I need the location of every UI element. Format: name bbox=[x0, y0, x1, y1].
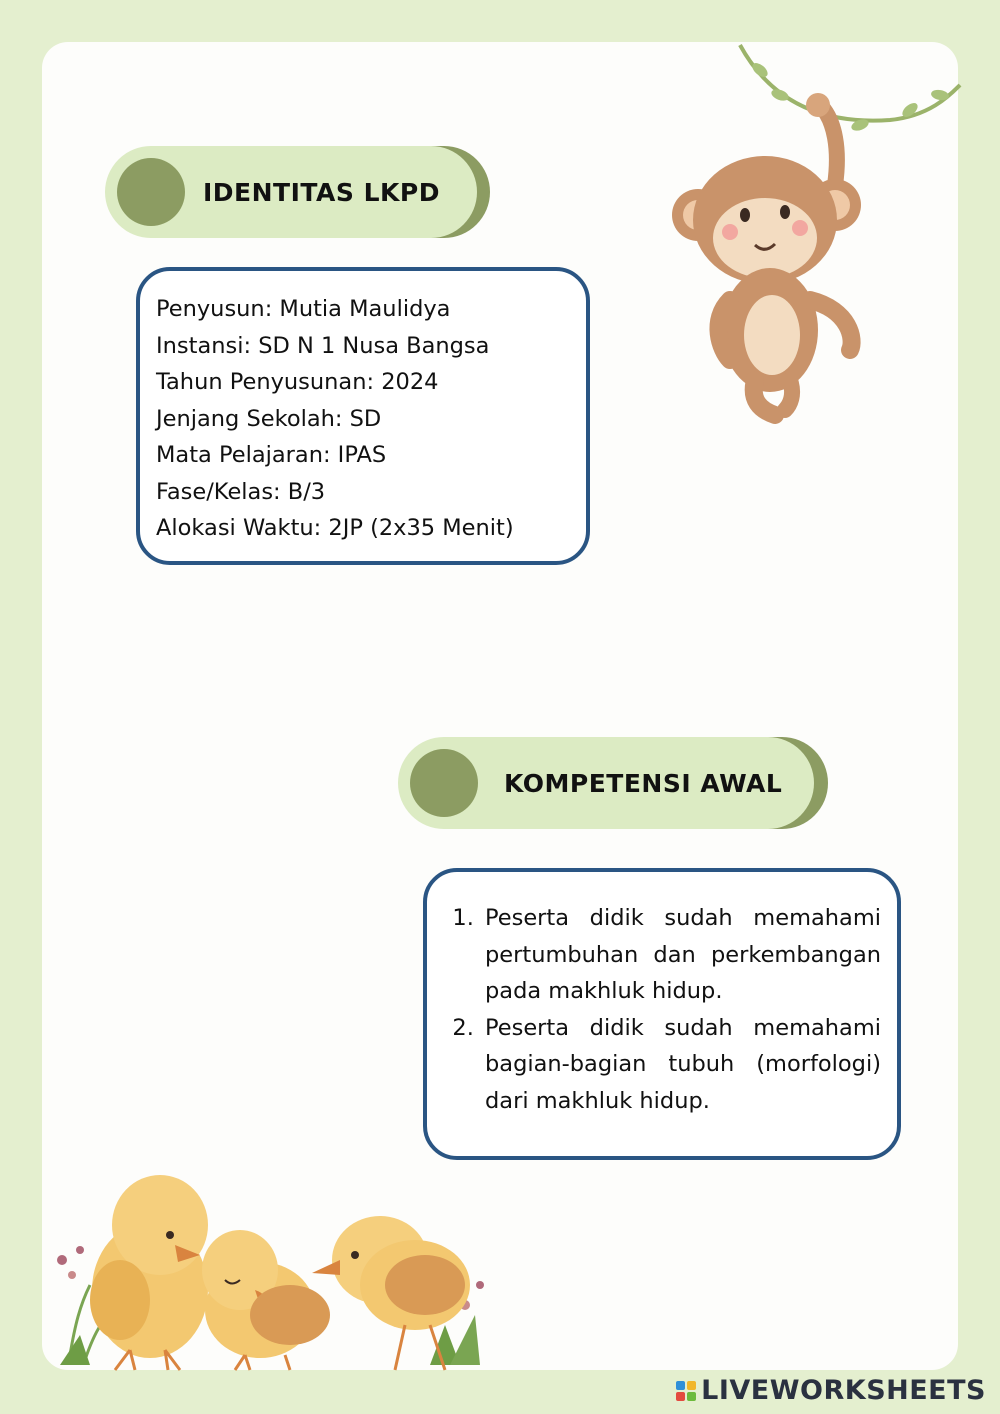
kompetensi-heading-dot bbox=[410, 749, 478, 817]
identitas-line-tahun: Tahun Penyusunan: 2024 bbox=[156, 369, 439, 395]
identitas-line-alokasi: Alokasi Waktu: 2JP (2x35 Menit) bbox=[156, 515, 514, 541]
identitas-box bbox=[136, 267, 590, 565]
liveworksheets-logo bbox=[676, 1375, 986, 1406]
identitas-line-mapel: Mata Pelajaran: IPAS bbox=[156, 442, 387, 468]
chicks-illustration bbox=[50, 1165, 490, 1375]
identitas-line-penyusun: Penyusun: Mutia Maulidya bbox=[156, 296, 451, 322]
identitas-line-fase: Fase/Kelas: B/3 bbox=[156, 478, 326, 505]
identitas-heading bbox=[105, 146, 490, 238]
liveworksheets-logo-icon bbox=[676, 1381, 696, 1401]
identitas-line-instansi: Instansi: SD N 1 Nusa Bangsa bbox=[156, 332, 490, 359]
kompetensi-heading-text: KOMPETENSI AWAL bbox=[504, 768, 783, 798]
kompetensi-list bbox=[437, 900, 881, 1119]
liveworksheets-logo-text: LIVEWORKSHEETS bbox=[701, 1375, 986, 1406]
identitas-heading-text: IDENTITAS LKPD bbox=[203, 177, 440, 207]
kompetensi-item: 1. Peserta didik sudah memahami pertumbuhan dan perkembangan pada makhluk hidup. bbox=[481, 900, 881, 1010]
monkey-illustration bbox=[660, 40, 980, 430]
kompetensi-item: 2. Peserta didik sudah memahami bagian-bagian tubuh (morfologi) dari makhluk hidup. bbox=[481, 1010, 881, 1120]
kompetensi-heading bbox=[398, 737, 828, 829]
identitas-heading-dot bbox=[117, 158, 185, 226]
kompetensi-box bbox=[423, 868, 901, 1160]
identitas-line-jenjang: Jenjang Sekolah: SD bbox=[156, 405, 382, 432]
